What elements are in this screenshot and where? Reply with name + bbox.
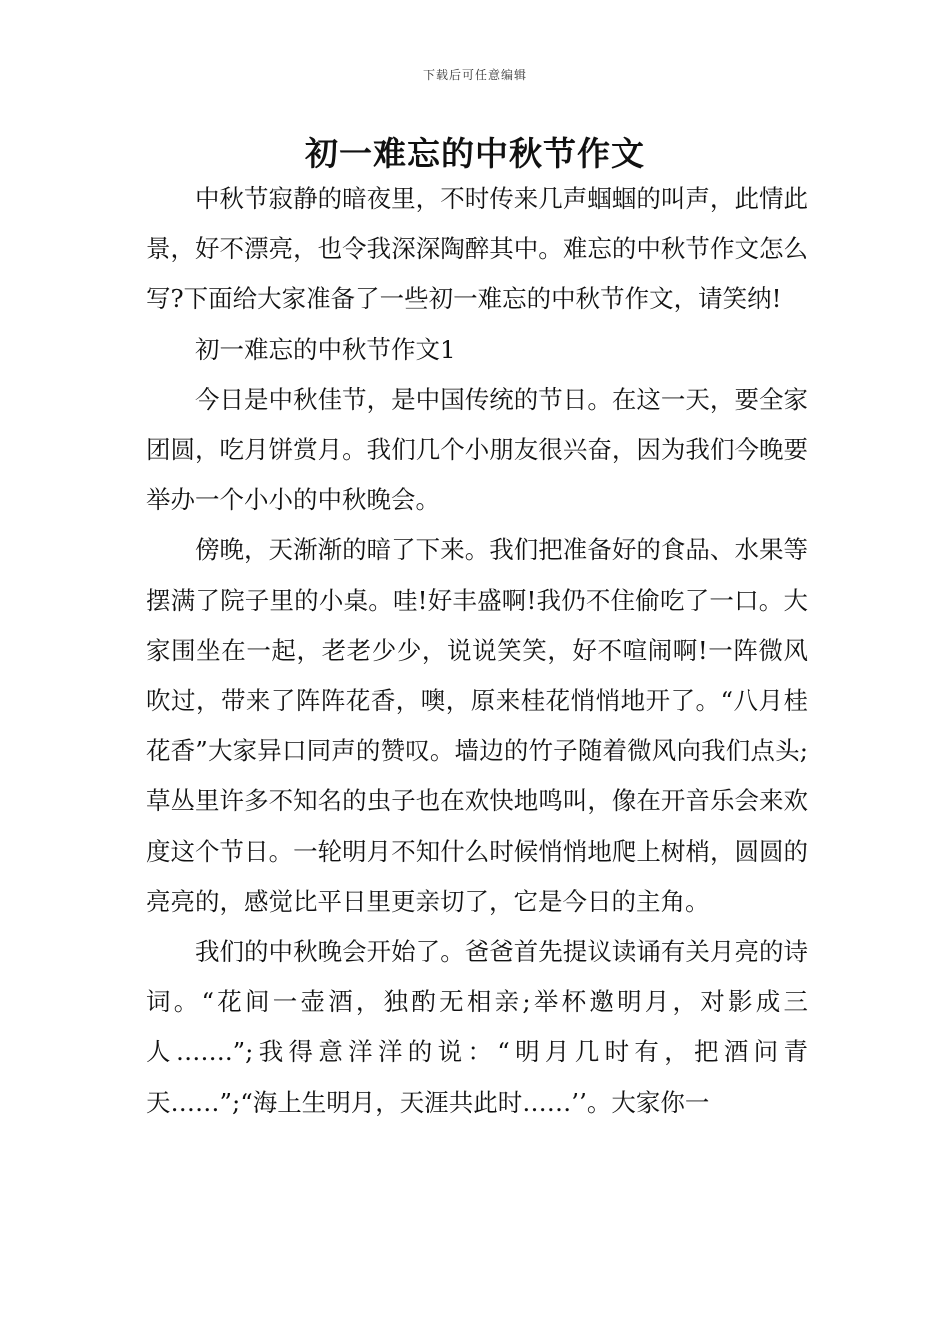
section-heading: 初一难忘的中秋节作文1 [195,334,456,364]
intro-paragraph: 中秋节寂静的暗夜里，不时传来几声蝈蝈的叫声，此情此景，好不漂亮，也令我深深陶醉其中。难忘的中秋节作文怎么写?下面给大家准备了一些初一难忘的中秋节作文，请笑纳! [146,184,808,314]
page-header-note: 下载后可任意编辑 [422,68,527,82]
document-body [146,174,808,1128]
document-title: 初一难忘的中秋节作文 [305,134,645,173]
body-paragraph: 今日是中秋佳节，是中国传统的节日。在这一天，要全家团圆，吃月饼赏月。我们几个小朋友很兴奋，因为我们今晚要举办一个小小的中秋晚会。 [146,384,808,515]
body-paragraph: 傍晚，天渐渐的暗了下来。我们把准备好的食品、水果等摆满了院子里的小桌。哇!好丰盛啊!我仍不住偷吃了一口。大家围坐在一起，老老少少，说说笑笑，好不喧闹啊!一阵微风吹过，带来了阵阵花香，噢，原来桂花悄悄地开了。“八月桂花香”大家异口同声的赞叹。墙边的竹子随着微风向我们点头;草丛里许多不知名的虫子也在欢快地鸣叫，像在开音乐会来欢度这个节日。一轮明月不知什么时候悄悄地爬上树梢，圆圆的亮亮的，感觉比平日里更亲切了，它是今日的主角。 [146,535,808,916]
body-paragraph: 我们的中秋晚会开始了。爸爸首先提议读诵有关月亮的诗词。“花间一壶酒，独酌无相亲;举杯邀明月，对影成三人…….”;我得意洋洋的说：“明月几时有，把酒问青天……”;“海上生明月，天涯共此时……’’。大家你一 [146,937,808,1117]
